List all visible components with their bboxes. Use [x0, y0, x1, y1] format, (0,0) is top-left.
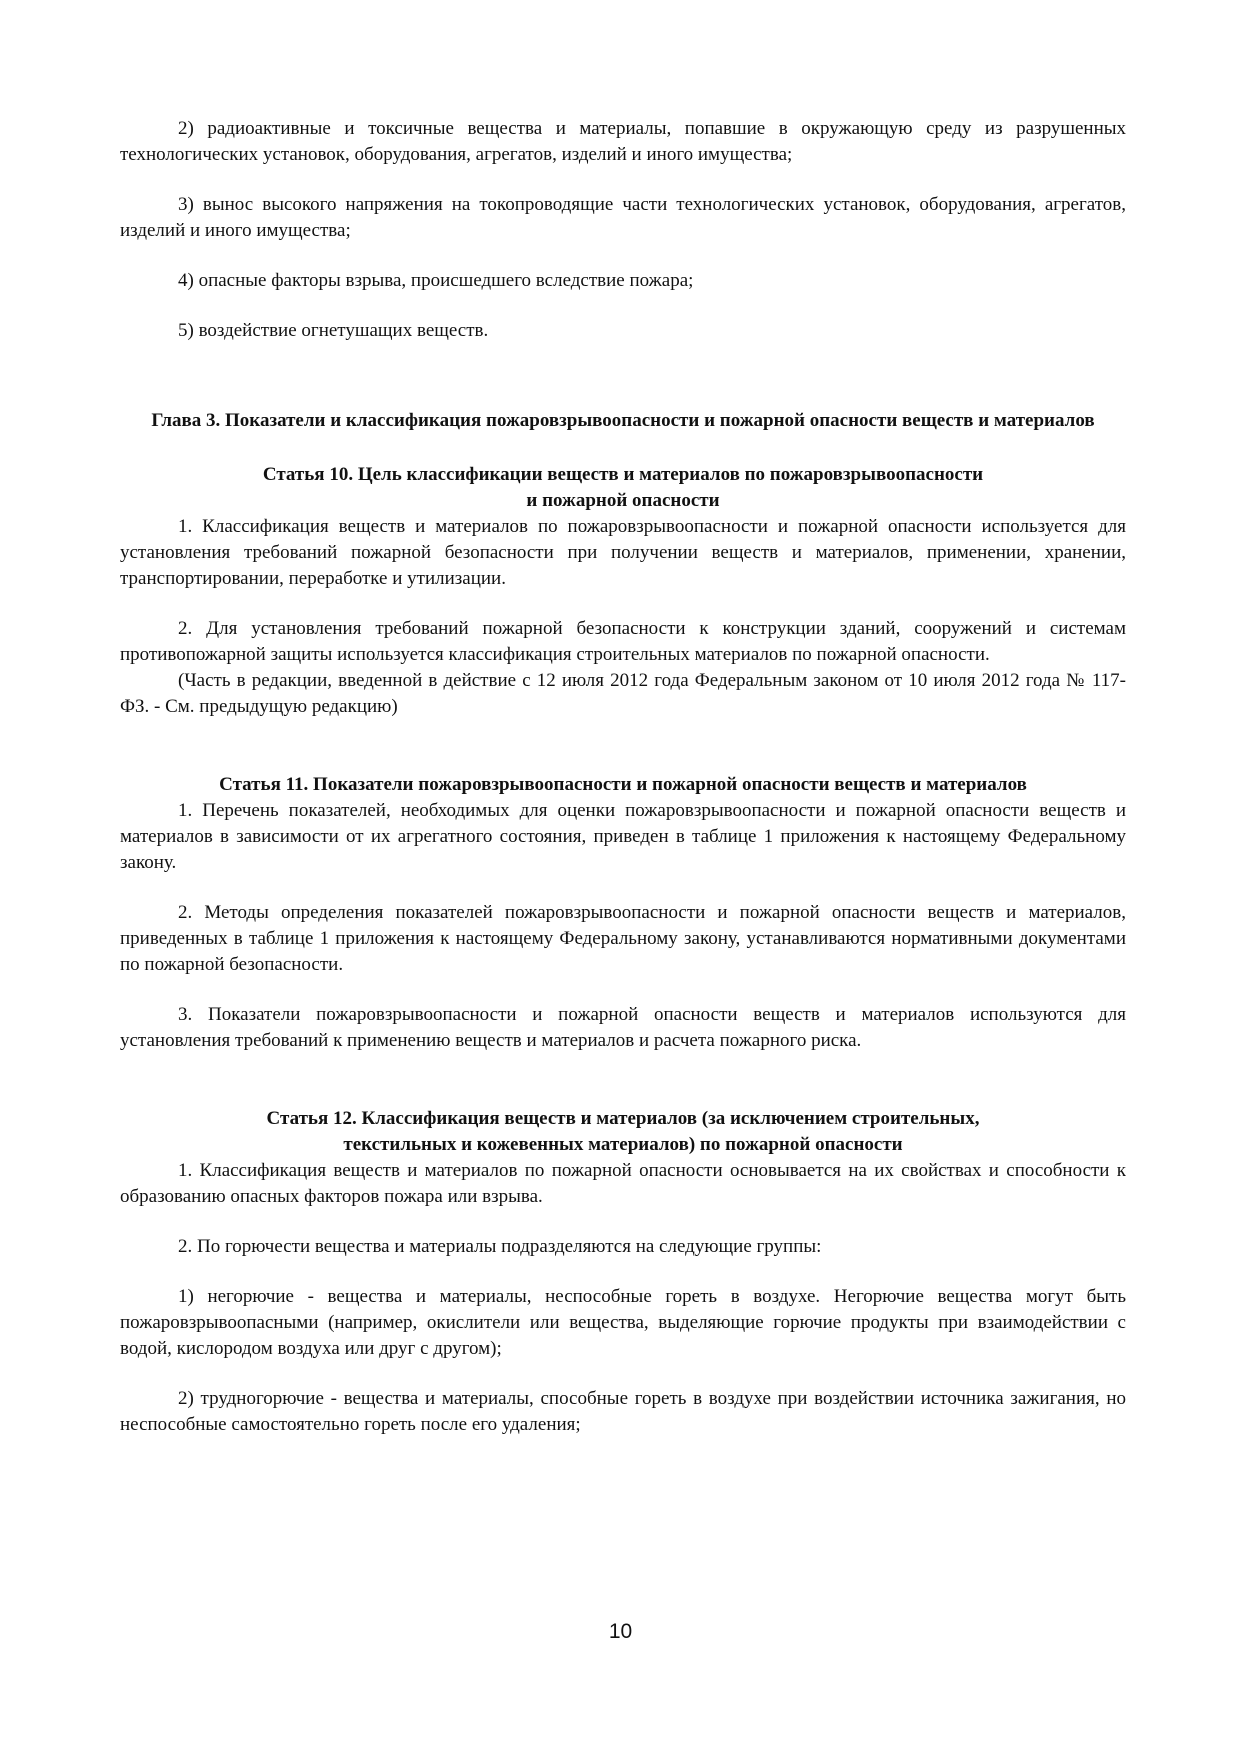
page-number: 10 — [608, 1620, 633, 1643]
article-10-title-line-2: и пожарной опасности — [526, 490, 720, 511]
article-12-paragraph-4: 2) трудногорючие - вещества и материалы, способные гореть в воздухе при воздействии источника зажигания, но неспособные самостоятельно гореть после его удаления; — [120, 1388, 1126, 1435]
article-11-title: Статья 11. Показатели пожаровзрывоопасности и пожарной опасности веществ и материалов — [219, 774, 1027, 795]
article-10-paragraph-2: 2. Для установления требований пожарной безопасности к конструкции зданий, сооружений и системам противопожарной защиты используется классификация строительных материалов по пожарной опасности. — [120, 618, 1126, 665]
article-10-paragraph-1: 1. Классификация веществ и материалов по пожаровзрывоопасности и пожарной опасности используется для установления требований пожарной безопасности при получении веществ и материалов, применении, хранении, транспортировании, переработке и утилизации. — [120, 516, 1126, 589]
article-12-title-line-2: текстильных и кожевенных материалов) по пожарной опасности — [343, 1134, 903, 1155]
article-12-paragraph-3: 1) негорючие - вещества и материалы, неспособные гореть в воздухе. Негорючие вещества могут быть пожаровзрывоопасными (например, окислители или вещества, выделяющие горючие продукты при взаимодействии с водой, кислородом воздуха или друг с другом); — [120, 1286, 1126, 1359]
article-11-paragraph-2: 2. Методы определения показателей пожаровзрывоопасности и пожарной опасности веществ и материалов, приведенных в таблице 1 приложения к настоящему Федеральному закону, устанавливаются нормативными документами по пожарной безопасности. — [120, 902, 1126, 975]
intro-item-3: 3) вынос высокого напряжения на токопроводящие части технологических установок, оборудования, агрегатов, изделий и иного имущества; — [120, 194, 1126, 241]
article-11-paragraph-1: 1. Перечень показателей, необходимых для оценки пожаровзрывоопасности и пожарной опасности веществ и материалов в зависимости от их агрегатного состояния, приведен в таблице 1 приложения к настоящему Федеральному закону. — [120, 800, 1126, 873]
chapter-title: Глава 3. Показатели и классификация пожаровзрывоопасности и пожарной опасности веществ и материалов — [151, 410, 1095, 431]
article-12-paragraph-1: 1. Классификация веществ и материалов по пожарной опасности основывается на их свойствах и способности к образованию опасных факторов пожара или взрыва. — [120, 1160, 1126, 1207]
article-12-title-line-1: Статья 12. Классификация веществ и материалов (за исключением строительных, — [266, 1108, 980, 1129]
article-11-paragraph-3: 3. Показатели пожаровзрывоопасности и пожарной опасности веществ и материалов используются для установления требований к применению веществ и материалов и расчета пожарного риска. — [120, 1004, 1126, 1051]
intro-item-4: 4) опасные факторы взрыва, происшедшего вследствие пожара; — [178, 270, 694, 291]
intro-item-5: 5) воздействие огнетушащих веществ. — [178, 320, 489, 341]
article-12-title — [120, 1106, 1126, 1158]
article-10-title-line-1: Статья 10. Цель классификации веществ и материалов по пожаровзрывоопасности — [262, 464, 984, 485]
intro-item-2: 2) радиоактивные и токсичные вещества и материалы, попавшие в окружающую среду из разрушенных технологических установок, оборудования, агрегатов, изделий и иного имущества; — [120, 118, 1126, 165]
article-12-paragraph-2: 2. По горючести вещества и материалы подразделяются на следующие группы: — [178, 1236, 822, 1257]
document-body — [120, 116, 1126, 1438]
article-10-amendment-note: (Часть в редакции, введенной в действие с 12 июля 2012 года Федеральным законом от 10 июля 2012 года № 117-ФЗ. - См. предыдущую редакцию) — [120, 670, 1126, 717]
article-10-title — [120, 462, 1126, 514]
